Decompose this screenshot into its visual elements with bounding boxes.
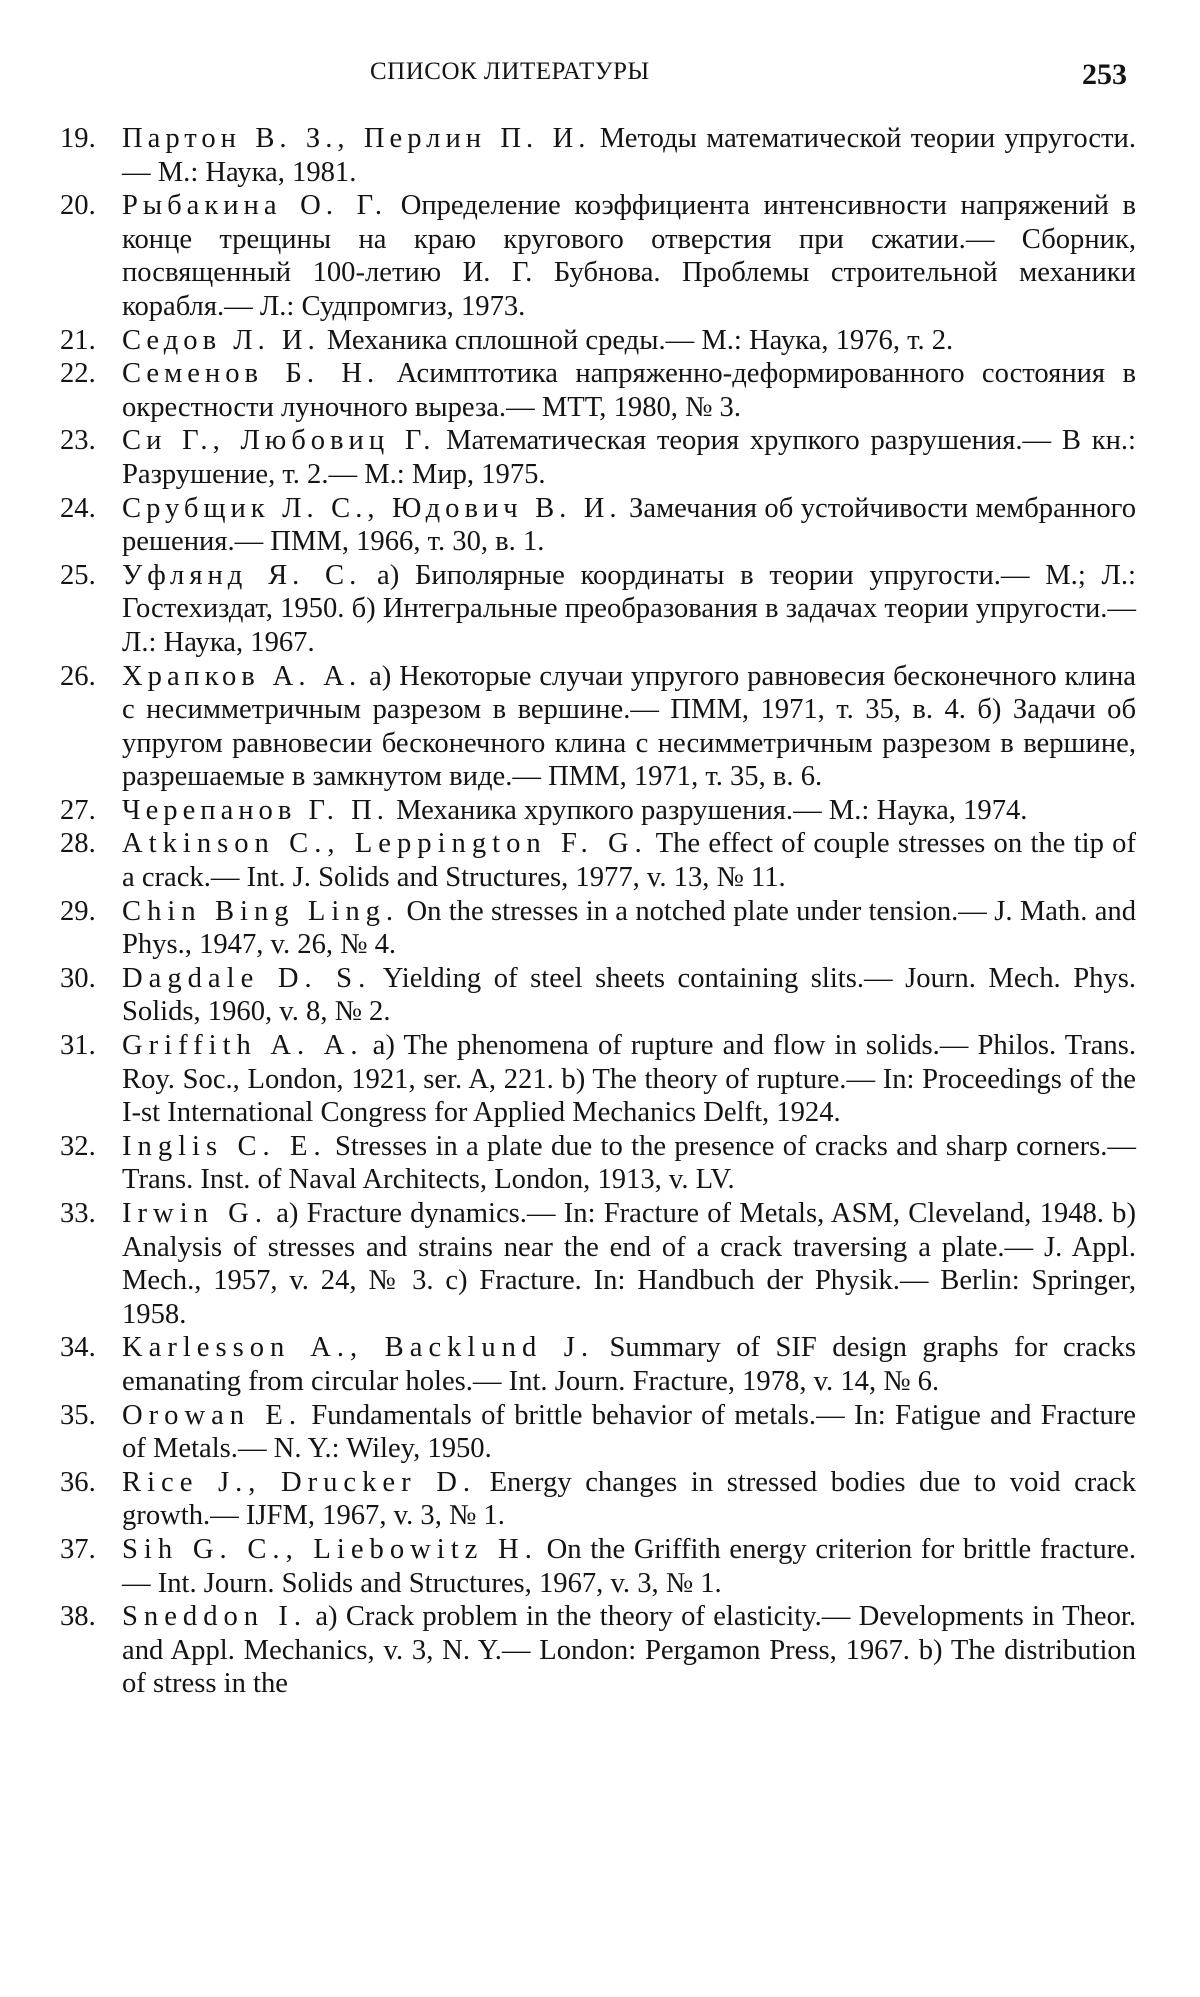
reference-author: Dagdale D. S. [122,962,372,994]
reference-list [60,122,1136,1701]
reference-number: 25. [60,559,96,591]
reference-item [60,424,1136,491]
reference-item [60,122,1136,189]
reference-author: Irwin G. [122,1198,268,1229]
reference-author: Срубщик Л. С., Юдович В. И. [122,492,622,524]
reference-text: a) Fracture dynamics.— In: Fracture of Metals, ASM, Cleveland, 1948. b) Analysis of stresses and strains near the end of a crack traversing a plate.— J. Appl. Mech., 1957, v. 24, № 3. c) Fracture. In: Handbuch der Physik.— Berlin: Springer, 1958. [122,1198,1136,1330]
reference-text: Замечания об устойчивости мембранного решения.— ПММ, 1966, т. 30, в. 1. [122,492,1136,558]
running-header [0,58,1200,98]
reference-number: 26. [60,660,96,692]
reference-item [60,357,1136,424]
reference-text: а) Биполярные координаты в теории упругости.— М.; Л.: Гостехиздат, 1950. б) Интегральные преобразования в задачах теории упругости.— Л.: Наука, 1967. [122,559,1137,658]
reference-item [60,1130,1136,1197]
reference-item [60,492,1136,559]
reference-item [60,1600,1136,1701]
reference-text: Механика сплошной среды.— М.: Наука, 1976, т. 2. [326,324,954,356]
reference-author: Sih G. C., Liebowitz H. [122,1533,538,1565]
reference-item [60,189,1136,323]
reference-item [60,1533,1136,1600]
reference-author: Семенов Б. Н. [122,358,380,390]
reference-author: Atkinson C., Leppington F. G. [122,828,648,860]
reference-number: 27. [60,794,96,826]
reference-number: 38. [60,1601,96,1633]
reference-item [60,827,1136,894]
reference-text: On the Griffith energy criterion for brittle fracture.— Int. Journ. Solids and Structures, 1967, v. 3, № 1. [122,1533,1136,1599]
reference-number: 29. [60,895,96,927]
reference-text: Summary of SIF design graphs for cracks emanating from circular holes.— Int. Journ. Fracture, 1978, v. 14, № 6. [122,1332,1136,1397]
reference-text: Математическая теория хрупкого разрушения.— В кн.: Разрушение, т. 2.— М.: Мир, 1975. [122,425,1136,490]
reference-author: Karlesson A., Backlund J. [122,1332,595,1364]
reference-item [60,1466,1136,1533]
reference-number: 30. [60,962,96,994]
reference-author: Уфлянд Я. С. [122,559,362,591]
running-title: СПИСОК ЛИТЕРАТУРЫ [370,58,650,85]
reference-text: Асимптотика напряженно-деформированного состояния в окрестности луночного выреза.— МТТ, 1980, № 3. [122,358,1136,423]
reference-item [60,1399,1136,1466]
reference-text: a) Crack problem in the theory of elasticity.— Developments in Theor. and Appl. Mechanics, v. 3, N. Y.— London: Pergamon Press, 1967. b) The distribution of stress in the [122,1601,1136,1700]
page-number: 253 [1082,58,1127,91]
reference-item [60,1331,1136,1398]
reference-author: Партон В. З., Перлин П. И. [122,123,591,154]
reference-number: 33. [60,1198,96,1229]
reference-item [60,895,1136,962]
reference-text: Методы математической теории упругости.— М.: Наука, 1981. [122,123,1136,188]
reference-number: 35. [60,1399,96,1431]
reference-number: 28. [60,828,96,860]
reference-text: Energy changes in stressed bodies due to void crack growth.— IJFM, 1967, v. 3, № 1. [122,1466,1136,1532]
reference-item [60,794,1136,828]
reference-author: Sneddon I. [122,1601,308,1633]
reference-number: 34. [60,1332,96,1364]
reference-text: Stresses in a plate due to the presence of cracks and sharp corners.— Trans. Inst. of Naval Architects, London, 1913, v. LV. [122,1130,1137,1196]
reference-number: 20. [60,190,96,222]
reference-text: The effect of couple stresses on the tip of a crack.— Int. J. Solids and Structures, 1977, v. 13, № 11. [122,828,1136,894]
reference-number: 32. [60,1130,96,1162]
reference-text: а) Некоторые случаи упругого равновесия бесконечного клина с несимметричным разрезом в вершине.— ПММ, 1971, т. 35, в. 4. б) Задачи об упругом равновесии бесконечного клина с несимметричным разрезом в вершине, разрешаемые в замкнутом виде.— ПММ, 1971, т. 35, в. 6. [122,660,1136,793]
reference-text: a) The phenomena of rupture and flow in solids.— Philos. Trans. Roy. Soc., London, 1921, ser. A, 221. b) The theory of rupture.— In: Proceedings of the I-st International Congress for Applied Mechanics Delft, 1924. [122,1030,1136,1129]
reference-item [60,1029,1136,1130]
reference-item [60,324,1136,358]
reference-item [60,1197,1136,1331]
reference-text: Fundamentals of brittle behavior of metals.— In: Fatigue and Fracture of Metals.— N. Y.: Wiley, 1950. [122,1399,1136,1465]
reference-author: Inglis C. E. [122,1130,327,1162]
reference-author: Седов Л. И. [122,324,320,356]
reference-author: Си Г., Любовиц Г. [122,425,436,457]
reference-number: 23. [60,425,96,457]
reference-author: Orowan E. [122,1399,303,1431]
reference-text: On the stresses in a notched plate under tension.— J. Math. and Phys., 1947, v. 26, № 4. [122,895,1137,961]
reference-item [60,660,1136,794]
reference-number: 31. [60,1030,96,1062]
reference-author: Черепанов Г. П. [122,794,389,826]
reference-author: Chin Bing Ling. [122,895,400,927]
reference-text: Yielding of steel sheets containing slits.— Journ. Mech. Phys. Solids, 1960, v. 8, № 2. [122,962,1136,1028]
reference-item [60,559,1136,660]
reference-number: 24. [60,492,96,524]
reference-number: 19. [60,123,96,154]
reference-number: 37. [60,1533,96,1565]
reference-author: Griffith A. A. [122,1030,364,1062]
reference-text: Определение коэффициента интенсивности напряжений в конце трещины на краю кругового отверстия при сжатии.— Сборник, посвященный 100-летию И. Г. Бубнова. Проблемы строительной механики корабля.— Л.: Судпромгиз, 1973. [122,190,1136,322]
reference-item [60,962,1136,1029]
reference-author: Rice J., Drucker D. [122,1466,477,1498]
reference-author: Храпков А. А. [122,660,362,692]
reference-text: Механика хрупкого разрушения.— М.: Наука, 1974. [396,794,1028,826]
reference-number: 22. [60,358,96,390]
reference-author: Рыбакина О. Г. [122,190,388,222]
reference-number: 21. [60,324,96,356]
reference-number: 36. [60,1466,96,1498]
